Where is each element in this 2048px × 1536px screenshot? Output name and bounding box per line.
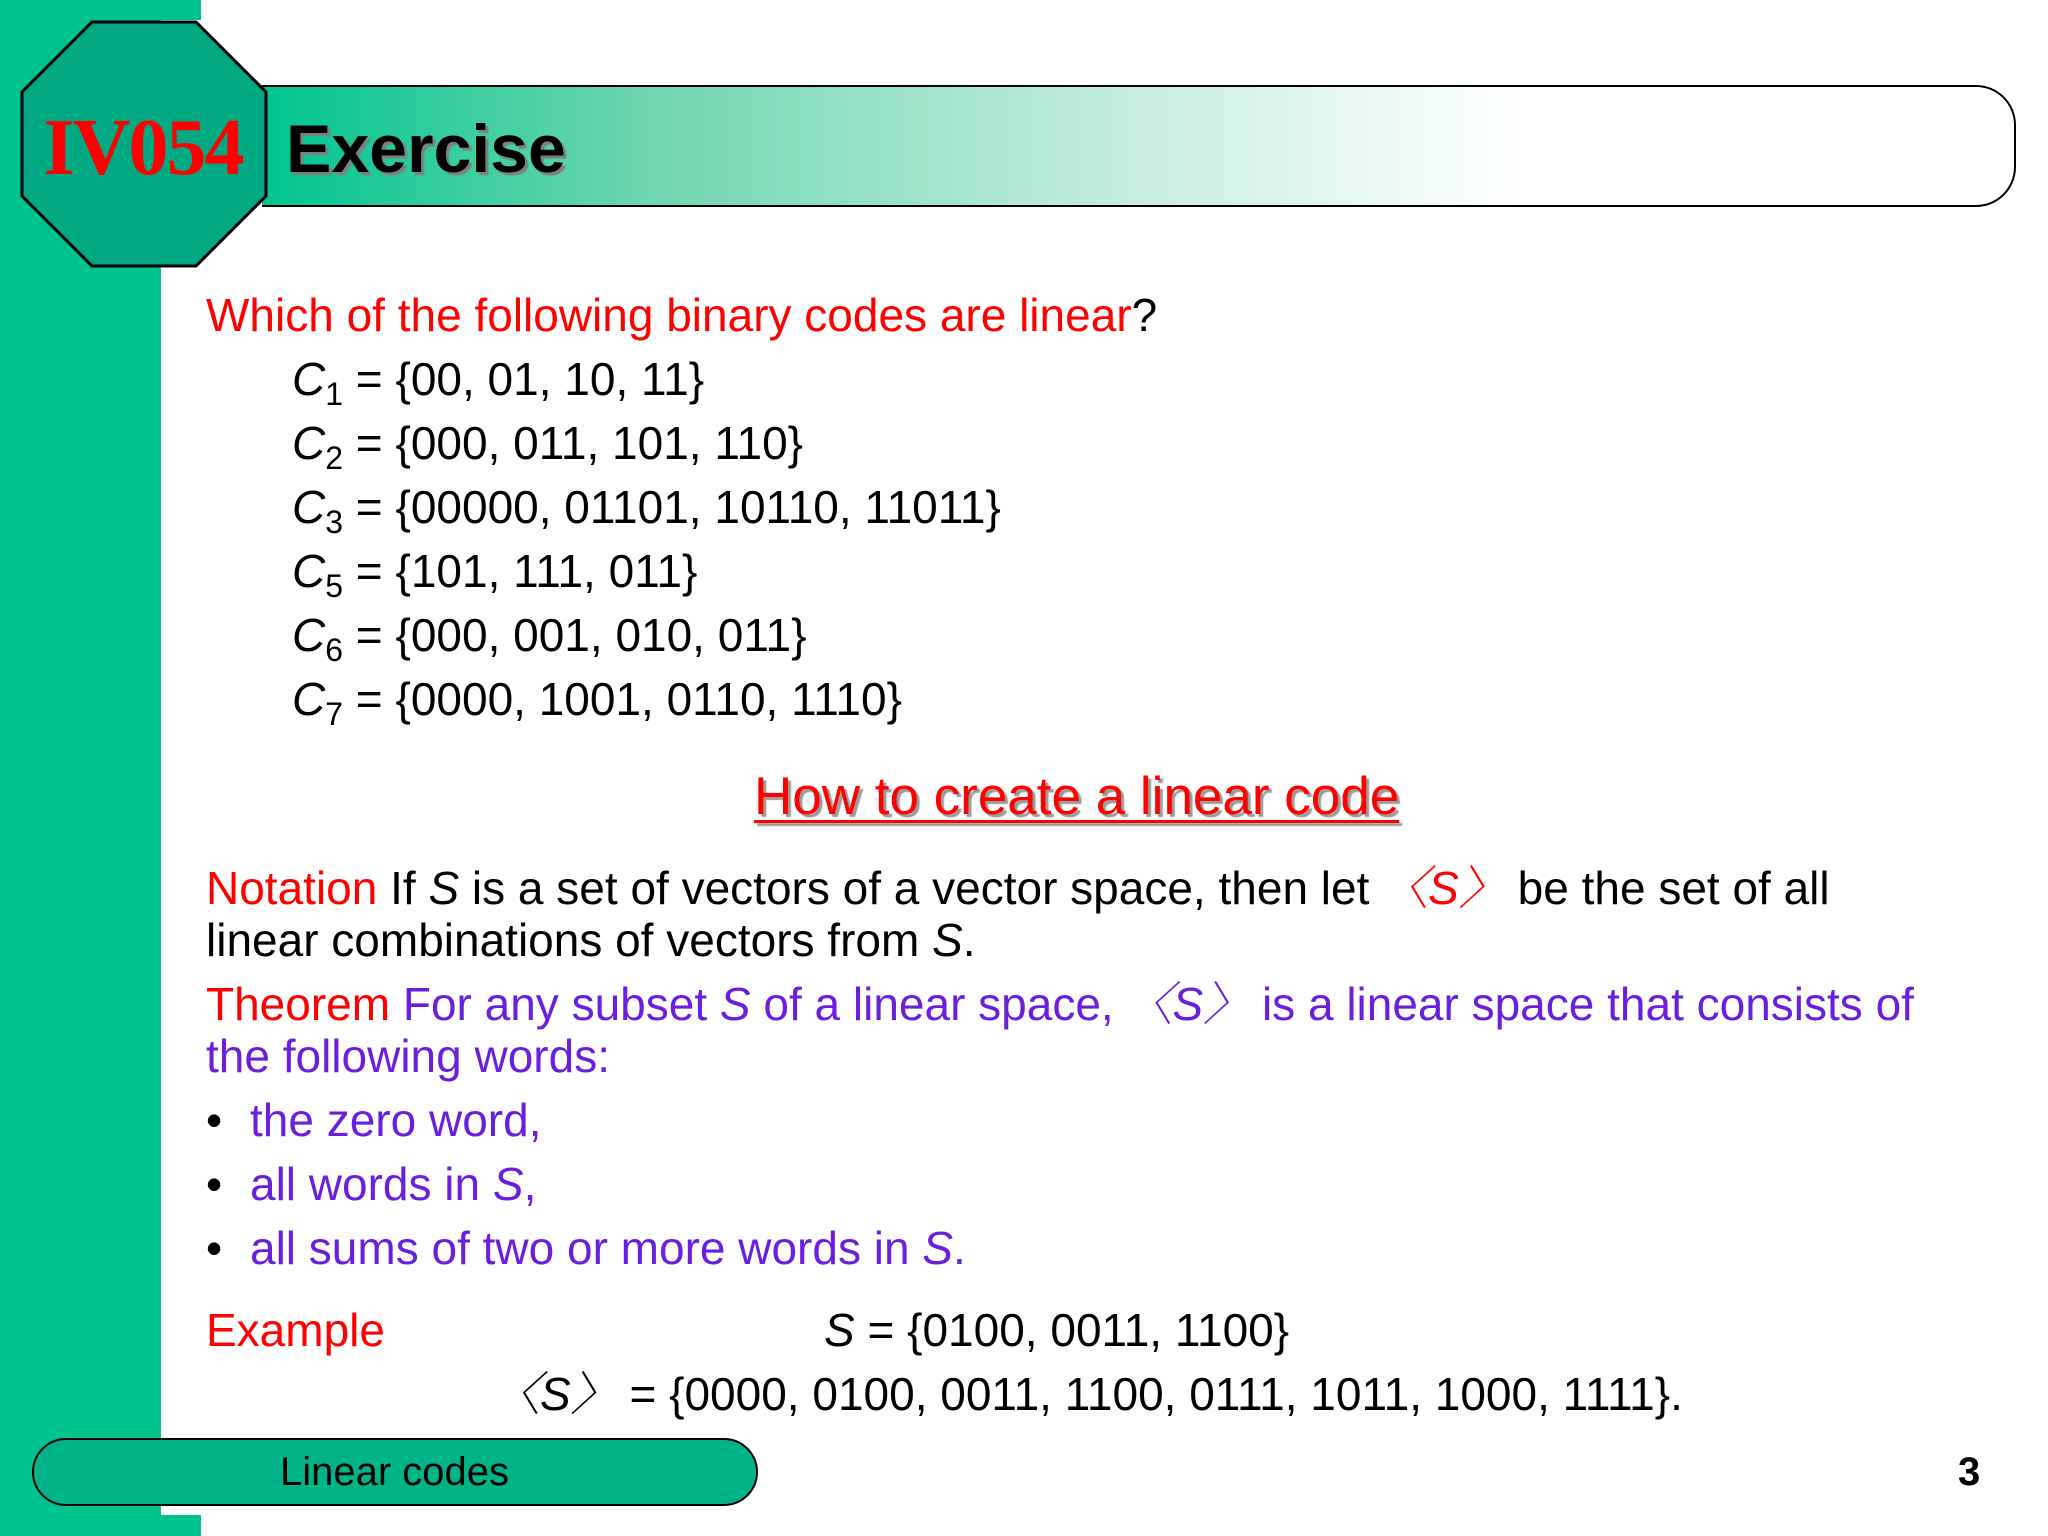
example-set-s: S = {0100, 0011, 1100} [824,1304,1290,1356]
notation-line-1: Notation If S is a set of vectors of a vector space, then let 〈S〉 be the set of all [206,862,1830,914]
bullet-marker: • [206,1222,223,1274]
bullet-item: the zero word, [250,1094,542,1146]
code-definition: $C_5 = \{101$, 111, 011} [292,545,698,604]
example-label: Example [206,1304,385,1356]
bullet-marker: • [206,1158,223,1210]
page-number: 3 [1958,1450,1981,1494]
bottom-green-strip [161,1515,201,1536]
theorem-line-2: the following words: [206,1030,610,1082]
section-heading: How to create a linear code [754,767,1400,826]
code-definition: $C_1 = \{00$, 01, 10, 11} [292,353,705,412]
notation-line-2: linear combinations of vectors from S. [206,914,976,966]
exercise-question: Which of the following binary codes are linear? [206,289,1158,341]
theorem-line-1: Theorem For any subset S of a linear space, 〈S〉 is a linear space that consists of [206,978,1914,1030]
code-definition: $C_2 = \{000$, 011, 101, 110} [292,417,804,476]
course-code: IV054 [43,104,243,192]
bullet-item: all sums of two or more words in S. [250,1222,966,1274]
code-definition: $C_7 = \{0000$, 1001, 0110, 1110} [292,673,902,732]
footer-label: Linear codes [280,1450,510,1494]
slide-title: Exercise [286,111,566,187]
top-green-strip [161,0,201,20]
example-span: 〈S〉 = {0000, 0100, 0011, 1100, 0111, 1011, 1000, 1111}. [494,1368,1683,1420]
code-definition: $C_6 = \{000$, 001, 010, 011} [292,609,807,668]
bullet-item: all words in S, [250,1158,537,1210]
bullet-marker: • [206,1094,223,1146]
code-definition: $C_3 = \{00000$, 01101, 10110, 11011} [292,481,1001,540]
